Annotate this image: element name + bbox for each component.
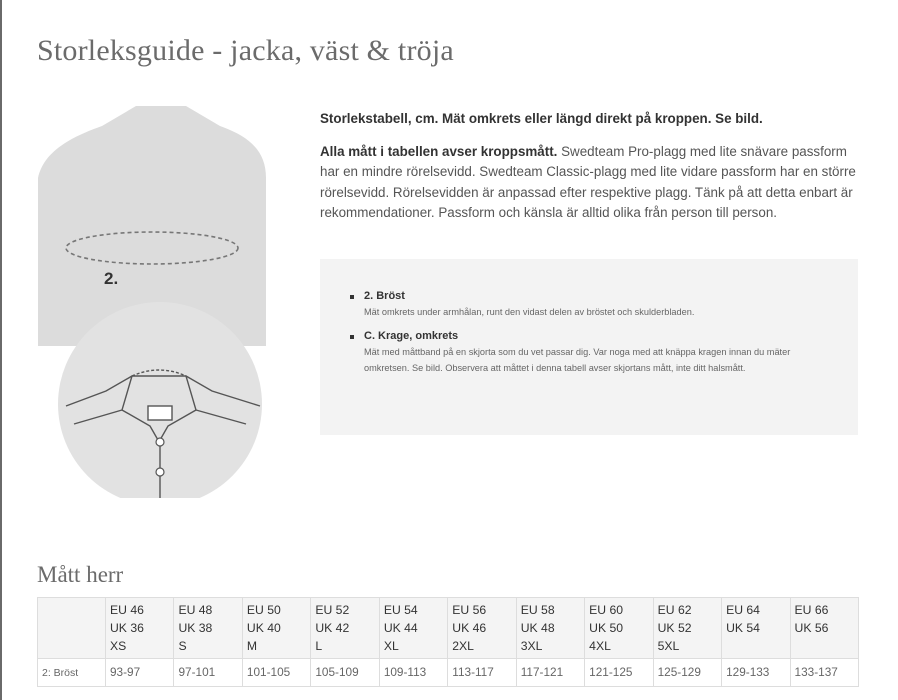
table-cell: 97-101 bbox=[174, 659, 242, 687]
header-uk: UK 44 bbox=[383, 621, 418, 635]
table-cell: 133-137 bbox=[790, 659, 858, 687]
header-eu: EU 50 bbox=[246, 603, 281, 617]
header-size: XS bbox=[110, 639, 127, 653]
table-header-empty bbox=[38, 598, 106, 659]
measurement-desc-chest: Mät omkrets under armhålan, runt den vidast delen av bröstet och skulderbladen. bbox=[364, 307, 695, 317]
intro-text bbox=[320, 109, 865, 236]
measurement-desc-collar: Mät med måttband på en skjorta som du vet passar dig. Var noga med att knäppa kragen innan du mäter omkretsen. Se bild. Observera att måttet i denna tabell avser skjortans mått, inte ditt halsmått. bbox=[364, 347, 791, 373]
header-size: L bbox=[315, 639, 323, 653]
table-header bbox=[174, 598, 242, 659]
table-cell: 125-129 bbox=[653, 659, 721, 687]
page-title: Storleksguide - jacka, väst & tröja bbox=[37, 34, 454, 67]
header-eu: EU 54 bbox=[383, 603, 418, 617]
header-eu: EU 64 bbox=[726, 603, 760, 617]
table-header-row bbox=[38, 598, 859, 659]
header-eu: EU 52 bbox=[315, 603, 350, 617]
header-size: 4XL bbox=[589, 639, 611, 653]
measurement-info-box bbox=[320, 259, 858, 435]
chest-label: 2. bbox=[104, 269, 119, 288]
header-uk: UK 38 bbox=[178, 621, 213, 635]
table-cell: 101-105 bbox=[242, 659, 310, 687]
page-left-border bbox=[0, 0, 2, 700]
intro-lead: Storlekstabell, cm. Mät omkrets eller längd direkt på kroppen. Se bild. bbox=[320, 111, 763, 126]
header-uk: UK 52 bbox=[657, 621, 692, 635]
header-size: 3XL bbox=[520, 639, 543, 653]
header-size: 2XL bbox=[452, 639, 474, 653]
header-eu: EU 48 bbox=[178, 603, 213, 617]
table-header bbox=[585, 598, 653, 659]
table-cell: 129-133 bbox=[722, 659, 790, 687]
row-label: 2: Bröst bbox=[38, 659, 106, 687]
header-uk: UK 36 bbox=[110, 621, 144, 635]
header-eu: EU 46 bbox=[110, 603, 144, 617]
intro-note-text: Swedteam Pro-plagg med lite snävare passform har en mindre rörelsevidd. Swedteam Classic-plagg med lite vidare passform har en större rörelsevidd. Rörelsevidden är anpassad efter respektive plagg. Tänk på att detta enbart är rekommendationer. Passform och känsla är alltid olika från person till person. bbox=[320, 143, 856, 220]
header-size: M bbox=[246, 639, 258, 653]
measurement-title-chest: 2. Bröst bbox=[364, 290, 405, 302]
table-cell: 105-109 bbox=[311, 659, 379, 687]
header-eu: EU 58 bbox=[520, 603, 555, 617]
header-uk: UK 46 bbox=[452, 621, 487, 635]
table-header bbox=[448, 598, 516, 659]
header-eu: EU 62 bbox=[657, 603, 692, 617]
table-cell: 117-121 bbox=[516, 659, 584, 687]
shirt-button bbox=[156, 468, 164, 476]
header-uk: UK 50 bbox=[589, 621, 624, 635]
header-eu: EU 60 bbox=[589, 603, 624, 617]
header-uk: UK 40 bbox=[246, 621, 281, 635]
table-header bbox=[516, 598, 584, 659]
header-uk: UK 56 bbox=[794, 621, 829, 635]
header-uk: UK 54 bbox=[726, 621, 760, 635]
header-eu: EU 56 bbox=[452, 603, 487, 617]
table-header bbox=[653, 598, 721, 659]
list-item bbox=[364, 289, 858, 320]
measurement-illustration bbox=[36, 106, 286, 498]
table-row bbox=[38, 659, 859, 687]
header-size: S bbox=[178, 639, 187, 653]
measurement-title-collar: C. Krage, omkrets bbox=[364, 330, 459, 342]
list-item bbox=[364, 329, 858, 376]
table-cell: 121-125 bbox=[585, 659, 653, 687]
table-header bbox=[242, 598, 310, 659]
table-cell: 93-97 bbox=[106, 659, 174, 687]
header-size: XL bbox=[383, 639, 399, 653]
table-cell: 113-117 bbox=[448, 659, 516, 687]
measurement-list bbox=[320, 259, 858, 376]
size-table-title: Mått herr bbox=[37, 562, 124, 587]
header-uk: UK 42 bbox=[315, 621, 350, 635]
table-header bbox=[790, 598, 858, 659]
collar-button bbox=[156, 438, 164, 446]
table-cell: 109-113 bbox=[379, 659, 447, 687]
header-eu: EU 66 bbox=[794, 603, 829, 617]
header-size: 5XL bbox=[657, 639, 680, 653]
intro-note bbox=[320, 142, 865, 224]
table-header bbox=[722, 598, 790, 659]
size-table bbox=[37, 597, 859, 687]
header-uk: UK 48 bbox=[520, 621, 555, 635]
table-header bbox=[379, 598, 447, 659]
intro-note-bold: Alla mått i tabellen avser kroppsmått. bbox=[320, 143, 558, 159]
table-header bbox=[106, 598, 174, 659]
table-header bbox=[311, 598, 379, 659]
